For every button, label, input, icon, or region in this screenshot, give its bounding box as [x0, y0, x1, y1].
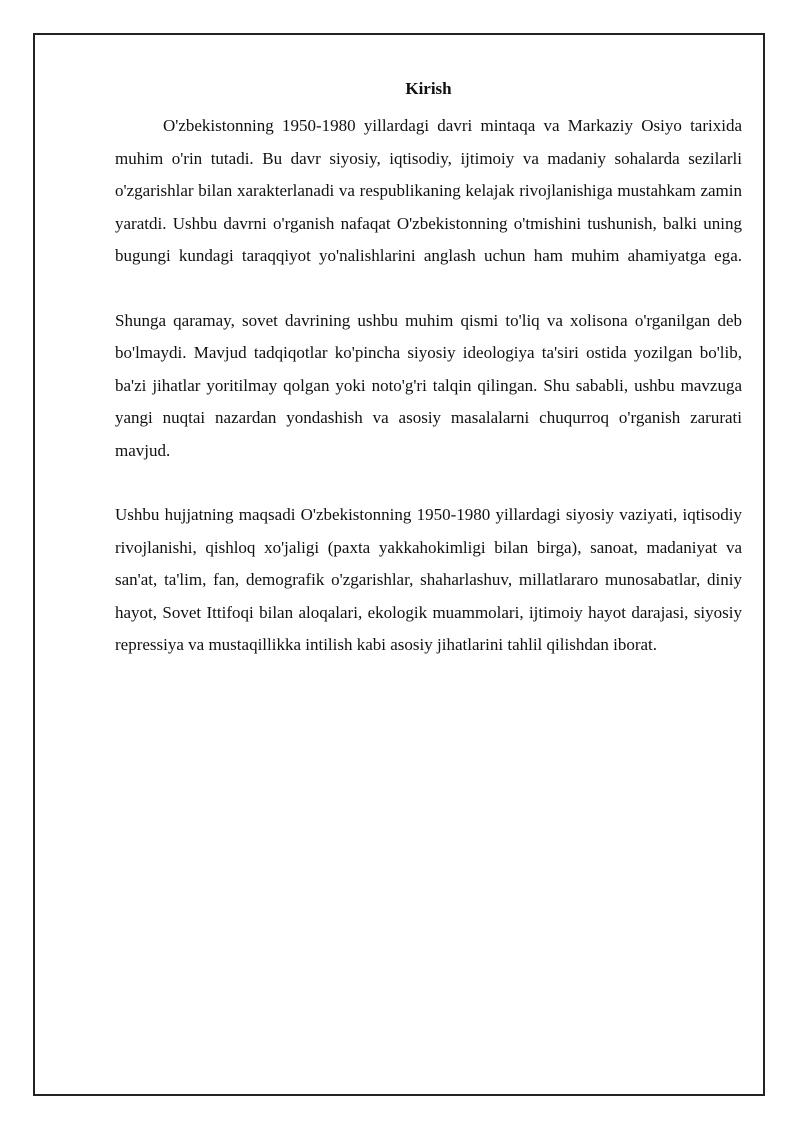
paragraph-purpose: Ushbu hujjatning maqsadi O'zbekistonning 1950-1980 yillardagi siyosiy vaziyati, iqtisodiy rivojlanishi, qishloq xo'jaligi (paxta yakkahokimligi bilan birga), sanoat, madaniyat va san'at, ta'lim, fan, demografik o'zgarishlar, shaharlashuv, millatlararo munosabatlar, diniy hayot, Sovet Ittifoqi bilan aloqalari, ekologik muammolari, ijtimoiy hayot darajasi, siyosiy repressiya va mustaqillikka intilish kabi asosiy jihatlarini tahlil qilishdan iborat. — [115, 505, 742, 654]
document-title: Kirish — [405, 79, 452, 98]
paragraph-gap — [115, 273, 742, 305]
paragraph-intro: O'zbekistonning 1950-1980 yillardagi davri mintaqa va Markaziy Osiyo tarixida muhim o'rin tutadi. Bu davr siyosiy, iqtisodiy, ijtimoiy va madaniy sohalarda sezilarli o'zgarishlar bilan xarakterlanadi va respublikaning kelajak rivojlanishiga mustahkam zamin yaratdi. Ushbu davrni o'rganish nafaqat O'zbekistonning o'tmishini tushunish, balki uning bugungi kundagi taraqqiyot yo'nalishlarini anglash uchun ham muhim ahamiyatga ega. — [115, 116, 742, 265]
paragraph-gap — [115, 467, 742, 499]
paragraph-research-gap: Shunga qaramay, sovet davrining ushbu muhim qismi to'liq va xolisona o'rganilgan deb bo'lmaydi. Mavjud tadqiqotlar ko'pincha siyosiy ideologiya ta'siri ostida yozilgan bo'lib, ba'zi jihatlar yoritilmay qolgan yoki noto'g'ri talqin qilingan. Shu sababli, ushbu mavzuga yangi nuqtai nazardan yondashish va asosiy masalalarni chuqurroq o'rganish zarurati mavjud. — [115, 310, 742, 460]
document-body — [115, 78, 742, 662]
